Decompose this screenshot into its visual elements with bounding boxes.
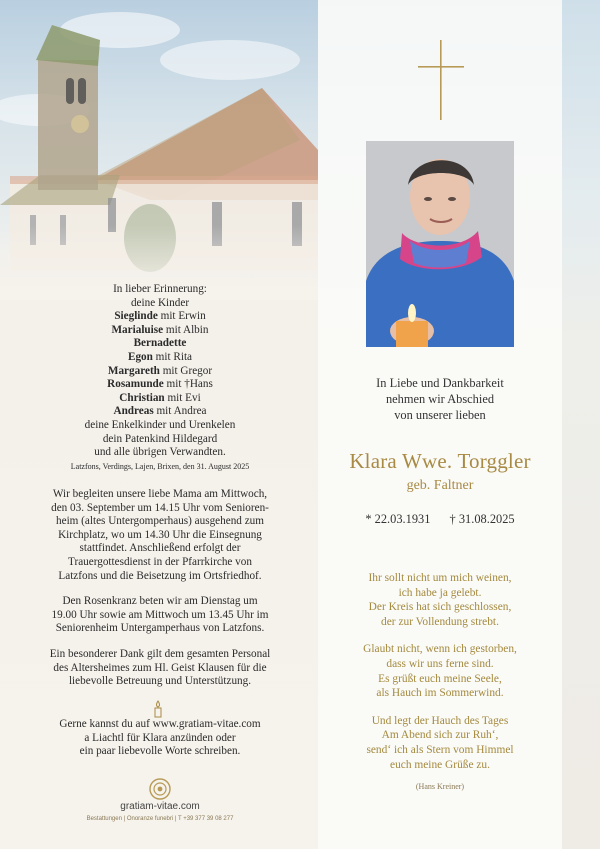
intro-text: In Liebe und Dankbarkeit nehmen wir Abschied von unserer lieben (376, 376, 504, 422)
extra-line: dein Patenkind Hildegard (102, 432, 218, 445)
extra-line: und alle übrigen Verwandten. (94, 446, 226, 459)
church-image (0, 0, 318, 300)
paragraph: Wir begleiten unsere liebe Mama am Mittwoch, den 03. September um 14.15 Uhr vom Senioren- heim (altes Untergomperhaus) ausgehend zum Kirchplatz, wo um 14.30 Uhr die Einsegnung stattfindet. Anschließend erfolgt der Trauergottesdienst in der Pfarrkirche von Latzfons und die Beisetzung im Ortsfriedhof. (51, 488, 269, 582)
birth-name: geb. Faltner (406, 478, 474, 493)
mourner-line: Sieglinde mit Erwin (114, 310, 206, 323)
mourners-list (14, 283, 306, 473)
paragraph: Den Rosenkranz beten wir am Dienstag um 19.00 Uhr sowie am Mittwoch um 13.45 Uhr im Seniorenheim Untergamperhaus von Latzfons. (51, 595, 269, 635)
funeral-details (14, 488, 306, 701)
poem-author: (Hans Kreiner) (415, 782, 465, 791)
deceased-name: Klara Wwe. Torggler (349, 449, 531, 473)
mourner-line: Andreas mit Andrea (113, 405, 207, 418)
place-date: Latzfons, Verdings, Lajen, Brixen, den 31. August 2025 (70, 461, 250, 471)
mourner-line: Christian mit Evi (119, 391, 201, 404)
mourner-line: Marialuise mit Albin (111, 323, 209, 336)
candle-icon (151, 700, 165, 718)
gratiam-vitae-logo-icon (149, 778, 171, 800)
logo-name: gratiam-vitae.com (120, 801, 200, 812)
poem (318, 571, 562, 785)
extra-line: deine Enkelkinder und Urenkelen (84, 418, 236, 431)
paragraph: Ein besonderer Dank gilt dem gesamten Personal des Altersheimes zum Hl. Geist Klausen für die liebevolle Betreuung und Unterstützung. (49, 647, 271, 688)
mourner-line: Margareth mit Gregor (107, 364, 213, 377)
logo-contact: Bestattungen | Onoranze funebri | T +39 377 39 08 277 (86, 816, 234, 822)
mourner-line: Rosamunde mit †Hans (107, 378, 213, 391)
mourner-line: Bernadette (133, 337, 187, 350)
children-label: deine Kinder (130, 296, 190, 309)
online-note: Gerne kannst du auf www.gratiam-vitae.com a Liachtl für Klara anzünden oder ein paar liebevolle Worte schreiben. (59, 718, 261, 758)
birth-date: * 22.03.1931 (365, 512, 431, 526)
deceased-photo (366, 141, 514, 347)
life-dates (318, 512, 562, 527)
poem-stanza: Glaubt nicht, wenn ich gestorben, dass wir uns ferne sind. Es grüßt euch meine Seele, als Hauch im Sommerwind. (363, 643, 517, 700)
mourner-line: Egon mit Rita (127, 350, 193, 363)
death-date: † 31.08.2025 (449, 512, 515, 526)
cross-icon (418, 40, 464, 120)
poem-stanza: Und legt der Hauch des Tages Am Abend sich zur Ruh‘, send‘ ich als Stern vom Himmel euch meine Grüße zu. (366, 714, 514, 771)
mourners-intro: In lieber Erinnerung: (113, 283, 207, 295)
poem-stanza: Ihr sollt nicht um mich weinen, ich habe ja gelebt. Der Kreis hat sich geschlossen, der zur Vollendung strebt. (368, 572, 512, 628)
